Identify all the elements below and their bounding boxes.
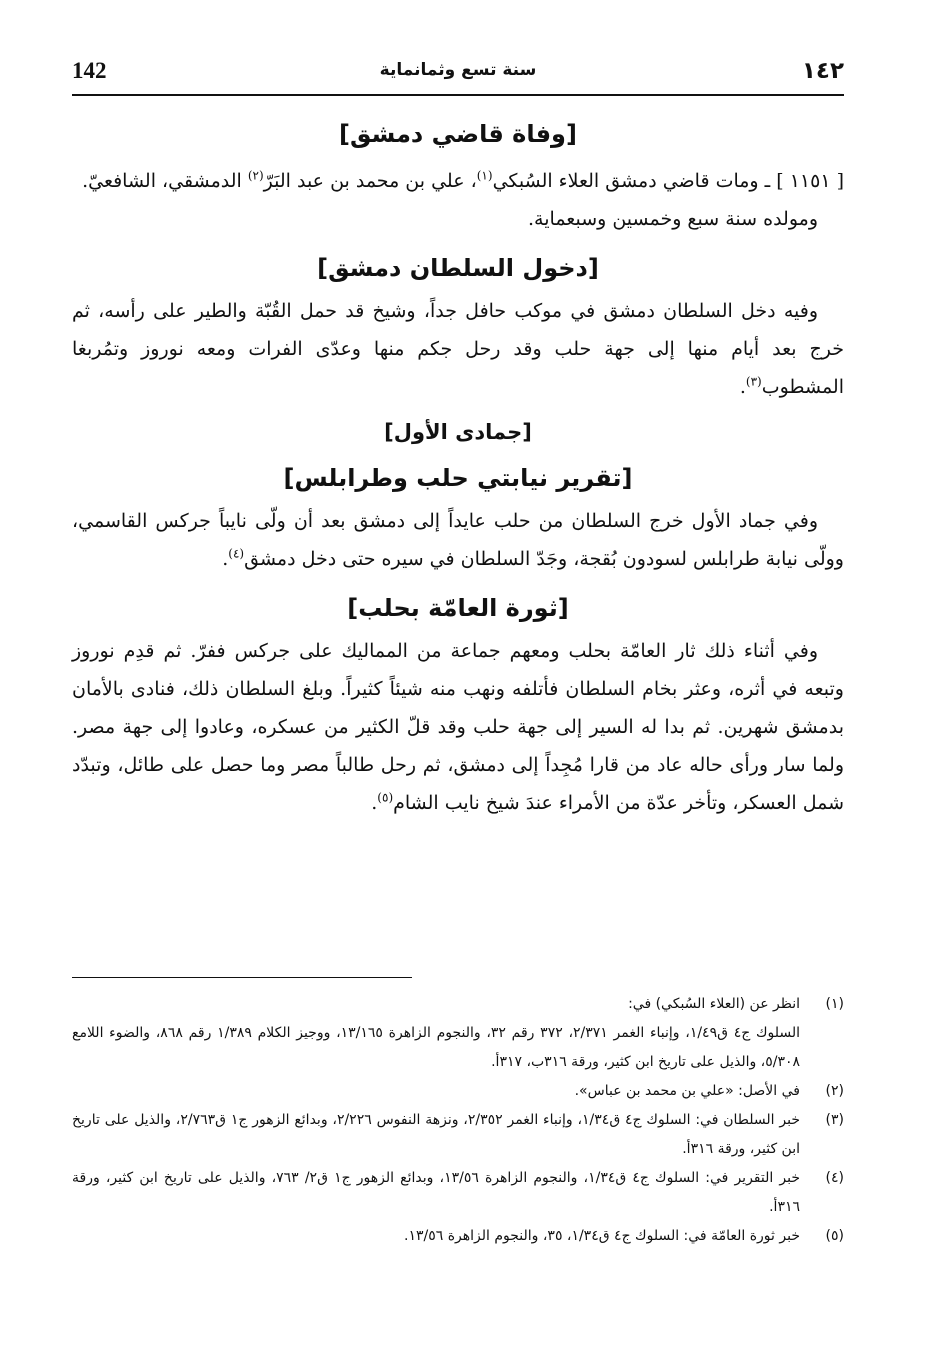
running-title: سنة تسع وثمانماية: [379, 60, 537, 80]
footnote-text: خبر السلطان في: السلوك ج٤ ق١/٣٤، وإنباء الغمر ٢/٣٥٢، ونزهة النفوس ٢/٢٢٦، وبدائع الزهور ج١ ق٢/٧٦٣، والذيل على تاريخ ابن كثير، ورقة ٣١٦أ.: [72, 1112, 800, 1157]
footnote-separator: [72, 977, 412, 978]
text-run: وفيه دخل السلطان دمشق في موكب حافل جداً، وشيخ قد حمل القُبّة والطير على رأسه، ثم خرج بعد أيام منها إلى جهة حلب وقد رحل جكم منها وعدّى الفرات ومعه نوروز وتمُربغا المشطوب: [72, 300, 844, 398]
footnote-number: (١): [825, 996, 844, 1012]
footnote-item: [72, 1222, 844, 1251]
footnote-ref-3[interactable]: (٣): [745, 374, 762, 389]
main-text: [72, 110, 844, 822]
page-number-arabic: ١٤٢: [801, 58, 844, 84]
footnote-text: انظر عن (العلاء السُبكي) في:: [628, 996, 800, 1012]
footnote-number: (٢): [825, 1083, 844, 1099]
footnote-item: [72, 990, 844, 1019]
footnote-ref-5[interactable]: (٥): [377, 790, 394, 805]
text-run: وفي جماد الأول خرج السلطان من حلب عايداً إلى دمشق بعد أن ولّى نايباً جركس القاسمي، وولّى نيابة طرابلس لسودون بُقجة، وجَدّ السلطان في سيره حتى دخل دمشق: [72, 510, 844, 570]
text-run: [ ١١٥١ ] ـ ومات قاضي دمشق العلاء السُبكي: [492, 170, 844, 192]
footnote-item: [72, 1019, 844, 1077]
footnote-number: (٥): [825, 1228, 844, 1244]
footnote-text: خبر ثورة العامّة في: السلوك ج٤ ق١/٣٤، ٣٥، والنجوم الزاهرة ١٣/٥٦.: [404, 1228, 800, 1244]
section-title-jumada: [جمادى الأول]: [384, 420, 532, 444]
paragraph-birth: ومولده سنة سبع وخمسين وسبعماية.: [528, 208, 818, 230]
section-title-judge-death: [وفاة قاضي دمشق]: [339, 120, 577, 148]
section-title-sultan-entry: [دخول السلطان دمشق]: [317, 254, 599, 282]
footnote-ref-4[interactable]: (٤): [228, 546, 245, 561]
footnote-ref-1[interactable]: (١): [476, 168, 493, 183]
text-run: .: [222, 548, 229, 570]
footnote-text: خبر التقرير في: السلوك ج٤ ق١/٣٤، والنجوم الزاهرة ١٣/٥٦، وبدائع الزهور ج١ ق٢/ ٧٦٣، والذيل على تاريخ ابن كثير، ورقة ٣١٦أ.: [72, 1170, 800, 1215]
text-run: ، علي بن محمد بن عبد البَرّ: [263, 170, 477, 192]
footnote-item: [72, 1164, 844, 1222]
footnote-ref-2[interactable]: (٢): [247, 168, 264, 183]
footnote-item: [72, 1077, 844, 1106]
text-run: .: [371, 792, 378, 814]
text-run: الدمشقي، الشافعيّ.: [82, 170, 248, 192]
footnote-item: [72, 1106, 844, 1164]
text-run: .: [739, 376, 746, 398]
section-title-revolt: [ثورة العامّة بحلب]: [347, 594, 569, 622]
paragraph-revolt: [72, 632, 844, 822]
paragraph-sultan-entry: [72, 292, 844, 406]
section-title-appointments: [تقرير نيابتي حلب وطرابلس]: [283, 464, 633, 492]
footnote-number: (٤): [825, 1170, 844, 1186]
page-number-latin: 142: [72, 58, 107, 83]
footnote-text: السلوك ج٤ ق١/٤٩، وإنباء الغمر ٢/٣٧١، ٣٧٢ رقم ٣٢، والنجوم الزاهرة ١٣/١٦٥، ووجيز الكلام ١/٣٨٩ رقم ٨٦٨، والضوء اللامع ٥/٣٠٨، والذيل على تاريخ ابن كثير، ورقة ٣١٦ب، ٣١٧أ.: [72, 1025, 801, 1070]
text-run: وفي أثناء ذلك ثار العامّة بحلب ومعهم جماعة من المماليك على جركس ففرّ. ثم قدِم نوروز وتبعه في أثره، وعثر بخام السلطان فأتلفه ونهب منه شيئاً كثيراً. وبلغ السلطان ذلك، فنادى بالأمان بدمشق شهرين. ثم بدا له السير إلى جهة حلب وقد قلّ الكثير من عسكره، وعادوا إلى جهة مصر. ولما سار ورأى حاله عاد من قارا مُجِداً إلى دمشق، ثم رحل طالباً مصر وما حصل على طائل، وتبدّد شمل العسكر، وتأخر عدّة من الأمراء عندَ شيخ نايب الشام: [72, 640, 844, 814]
footnote-number: (٣): [825, 1112, 844, 1128]
footnotes: [72, 990, 844, 1251]
footnote-text: في الأصل: «علي بن محمد بن عباس».: [574, 1083, 800, 1099]
paragraph-appointments: [72, 502, 844, 578]
paragraph-judge-death: [72, 162, 844, 200]
